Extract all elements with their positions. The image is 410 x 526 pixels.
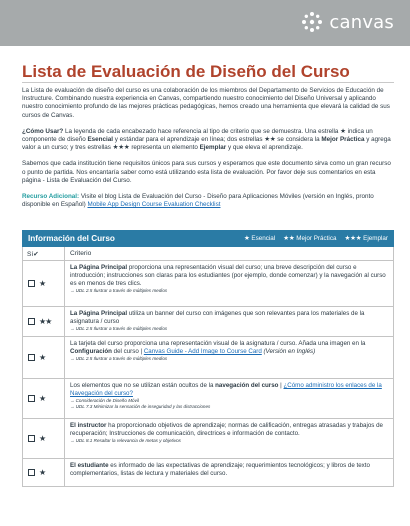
criteria-cell <box>65 419 393 458</box>
resource-paragraph <box>22 193 394 209</box>
check-cell <box>23 337 65 378</box>
criteria-text: | <box>278 382 284 389</box>
criteria-subject: El instructor <box>70 422 107 429</box>
column-criteria-header: Criterio <box>70 250 92 257</box>
navegacion-label: navegación del curso <box>215 382 279 389</box>
checkbox[interactable] <box>28 395 35 402</box>
arrow-icon: → <box>70 356 75 361</box>
star-rating: ★ <box>39 434 46 443</box>
criteria-subject: La Página Principal <box>70 264 128 271</box>
udl-text: UDL 2.5 Ilustrar a través de múltiples medios <box>75 288 168 293</box>
criteria-text: utiliza un banner del curso con imágenes que son relevantes para los materiales de la asignatura / curso <box>70 310 365 325</box>
criteria-subject: El estudiante <box>70 462 109 469</box>
arrow-icon: → <box>70 288 75 293</box>
udl-text: UDL 7.3 Minimizar la sensación de inseguridad y las distracciones <box>75 404 211 409</box>
checkbox[interactable] <box>28 354 35 361</box>
intro-paragraph-1: La Lista de evaluación de diseño del curso es una colaboración de los miembros del Departamento de Servicios de Educación de Instructure. Combinando nuestra experiencia en Canvas, compartiendo nuestro conocimiento del Diseño Universal y aplicando nuestro conocimiento profundo de las mejores prácticas pedagógicas, hemos creado una herramienta que elevará la calidad de sus cursos de Canvas. <box>22 87 390 119</box>
criteria-cell <box>65 337 393 378</box>
star-rating: ★ <box>39 394 46 403</box>
criteria-text: Los elementos que no se utilizan están ocultos de la <box>70 382 216 389</box>
mobile-checklist-link[interactable]: Mobile App Design Course Evaluation Checklist <box>87 201 221 209</box>
table-row <box>22 261 394 307</box>
check-cell <box>23 307 65 336</box>
canvas-guide-link[interactable]: Canvas Guide - Add Image to Course Card <box>143 348 262 355</box>
version-note: (Versión en Inglés) <box>261 348 316 355</box>
star-legend <box>244 235 388 242</box>
arrow-icon: → <box>70 398 75 403</box>
how-to-use-label: ¿Cómo Usar? <box>22 127 64 135</box>
column-headers <box>22 247 394 261</box>
criteria-text: del curso | <box>111 348 144 355</box>
udl-note <box>70 288 388 294</box>
udl-text: UDL 2.5 Ilustrar a través de múltiples medios <box>75 326 168 331</box>
checkbox[interactable] <box>28 469 35 476</box>
how-to-text-b: y estándar para el aprendizaje en línea; dos estrellas ★★ se considera la <box>113 136 322 144</box>
ejemplar-label: Ejemplar <box>199 144 227 152</box>
check-cell <box>23 459 65 486</box>
criteria-text: La tarjeta del curso proporciona una representación visual de la asignatura / curso. Añada una imagen en la <box>70 340 366 347</box>
check-cell <box>23 379 65 418</box>
table-row <box>22 379 394 419</box>
criteria-text: ha proporcionado objetivos de aprendizaje; normas de calificación, entregas atrasadas y trabajos de recuperación; Instrucciones de comunicación, directrices e información de contacto. <box>70 422 383 437</box>
criteria-text: proporciona una representación visual del curso; una breve descripción del curso e introducción; instrucciones son claras para los estudiantes (por ejemplo, donde comenzar) y la navegación al curso es en menos de tres clics. <box>70 264 386 287</box>
intro-paragraph-2 <box>22 128 394 153</box>
canvas-logo-icon <box>301 11 323 33</box>
table-header <box>22 230 394 247</box>
resource-label: Recurso Adicional: <box>22 193 80 201</box>
resource-text: Visite el blog Lista de Evaluación del Curso - Diseño para Aplicaciones Móviles (versión en Inglés, pronto disponible en Español) <box>22 193 374 209</box>
star-rating: ★ <box>39 353 46 362</box>
title-divider <box>22 82 394 83</box>
manage-navigation-link[interactable]: ¿Cómo administro los enlaces de la Navegación del curso? <box>70 382 382 397</box>
how-to-text-d: y que eleva el aprendizaje. <box>226 144 303 152</box>
arrow-icon: → <box>70 404 75 409</box>
canvas-logo <box>301 11 394 33</box>
table-title: Información del Curso <box>28 234 115 243</box>
criteria-cell <box>65 459 393 486</box>
how-to-text-c: y agrega valor a un curso; y tres estrellas ★★★ representa un elemento <box>22 136 391 152</box>
udl-note <box>70 438 388 444</box>
intro-section <box>22 87 394 217</box>
check-cell <box>23 419 65 458</box>
criteria-cell <box>65 379 393 418</box>
star-rating: ★★ <box>39 317 52 326</box>
legend-best-practice: ★★ Mejor Práctica <box>283 235 337 242</box>
arrow-icon: → <box>70 326 75 331</box>
table-row <box>22 419 394 459</box>
legend-essential: ★ Esencial <box>243 235 276 242</box>
udl-note <box>70 404 388 410</box>
check-cell <box>23 261 65 306</box>
header-band <box>0 0 410 46</box>
configuracion-label: Configuración <box>70 348 112 355</box>
checkbox[interactable] <box>28 280 35 287</box>
star-rating: ★ <box>39 279 46 288</box>
checkbox[interactable] <box>28 318 35 325</box>
page-title: Lista de Evaluación de Diseño del Curso <box>22 62 350 81</box>
column-check-header: Sí✔ <box>23 247 65 260</box>
criteria-text: es informado de las expectativas de aprendizaje; requerimientos tecnológicos; y libros de texto complementarios, listas de lectura y materiales del curso. <box>70 462 370 477</box>
udl-note <box>70 326 388 332</box>
arrow-icon: → <box>70 438 75 443</box>
checkbox[interactable] <box>28 435 35 442</box>
intro-paragraph-3: Sabemos que cada institución tiene requisitos únicos para sus cursos y esperamos que este documento sirva como un gran recurso o punto de partida. Nos encantaría saber como está utilizando esta lista de evaluación. Por favor deje sus comentarios en esta página - Lista de Evaluación del Curso. <box>22 160 391 184</box>
table-row <box>22 459 394 487</box>
legend-exemplary: ★★★ Ejemplar <box>344 235 388 242</box>
star-rating: ★ <box>39 468 46 477</box>
logo-text: canvas <box>329 11 394 33</box>
udl-note <box>70 356 388 362</box>
criteria-cell <box>65 261 393 306</box>
table-row <box>22 337 394 379</box>
udl-text: UDL 8.1 Resaltar la relevancia de metas y objetivos <box>75 438 181 443</box>
udl-text: Consideración de Diseño Móvil <box>75 398 139 403</box>
esencial-label: Esencial <box>87 136 114 144</box>
how-to-text-a: La leyenda de cada encabezado hace referencia al tipo de criterio que se demuestra. Una estrella ★ indica un componente de diseño <box>22 127 373 144</box>
criteria-subject: La Página Principal <box>70 310 128 317</box>
criteria-cell <box>65 307 393 336</box>
udl-text: UDL 2.5 Ilustrar a través de múltiples medios <box>75 356 168 361</box>
table-row <box>22 307 394 337</box>
mejor-label: Mejor Práctica <box>321 136 365 144</box>
